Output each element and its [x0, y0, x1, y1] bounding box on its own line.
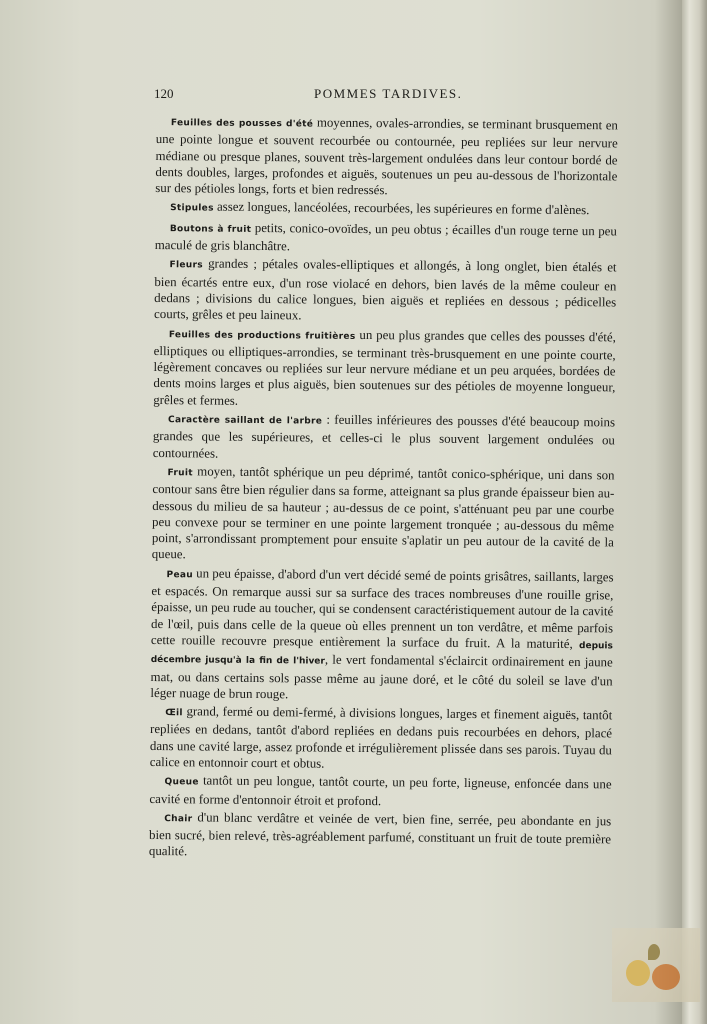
page-edge [682, 0, 707, 1024]
paragraph-feuilles-productions [153, 325, 616, 413]
term-heading: Feuilles des productions fruitières [168, 329, 356, 342]
term-heading: Peau [166, 569, 194, 581]
paragraph-feuilles-pousses [155, 113, 618, 201]
paragraph-text: d'un blanc verdâtre et veinée de vert, bien fine, serrée, peu abondante en jus bien sucré, bien relevé, très-agréablement parfumé, constituant un fruit de toute première qualité. [148, 810, 612, 859]
page-header [150, 86, 620, 106]
paragraph-text: : feuilles inférieures des pousses d'été beaucoup moins grandes que les supérieures, et celles-ci le plus souvent largement ondulées ou contournées. [152, 412, 616, 461]
term-heading: Œil [165, 708, 183, 719]
fruit-thumbnail-image [612, 928, 700, 1002]
apple-shape [652, 964, 680, 990]
leaf-shape [648, 944, 660, 960]
term-heading: Caractère saillant de l'arbre [168, 415, 323, 427]
paragraph-stipules [155, 198, 617, 221]
paragraph-text: assez longues, lancéolées, recourbées, les supérieures en forme d'alènes. [213, 200, 590, 218]
paragraph-text: grand, fermé ou demi-fermé, à divisions longues, larges et finement aiguës, tantôt repliées en dedans, tantôt d'abord repliées en dedans puis recourbées en dehors, placé dans une cavité large, assez profonde et irrégulièrement plissée dans ses parois. Tuyau du calice en entonnoir court et obtus. [149, 704, 613, 771]
paragraph-fruit [152, 463, 615, 567]
term-heading: Boutons à fruit [169, 223, 252, 235]
paragraph-text-after: , le vert fondamental s'éclaircit ordinairement en jaune mat, ou dans certains sols passe même au jaune doré, et le côté du soleil se lave d'un léger nuage de brun rouge. [150, 652, 613, 702]
term-heading: Stipules [170, 203, 214, 215]
paragraph-text: moyennes, ovales-arrondies, se terminant brusquement en une pointe longue et souvent recourbée ou contournée, peu repliées sur leur nervure médiane ou presque planes, souvent très-largement ondulées dans leur contour bordé de dents doubles, larges, profondes et aiguës, soutenues un peu au-dessous de l'horizontale sur des pétioles longs, forts et bien redressés. [155, 115, 618, 198]
paragraph-queue [149, 772, 611, 811]
paragraph-text: moyen, tantôt sphérique un peu déprimé, tantôt conico-sphérique, uni dans son contour sans être bien régulier dans sa forme, atteignant sa plus grande épaisseur bien au-dessous du milieu de sa hauteur ; au-dessus de ce point, s'atténuant peu par une courbe peu convexe pour se terminer en une pointe largement tronquée ; au-dessous du même point, s'arrondissant promptement pour ensuite s'aplatir un peu autour de la cavité de la queue. [151, 464, 615, 562]
term-heading: Fleurs [169, 260, 203, 271]
body-text [149, 113, 618, 866]
paragraph-caractere [153, 410, 615, 465]
paragraph-text: petits, conico-ovoïdes, un peu obtus ; écailles d'un rouge terne un peu maculé de gris blanchâtre. [154, 220, 617, 254]
paragraph-text: grandes ; pétales ovales-elliptiques et allongés, à long onglet, bien étalés et bien écartés entre eux, d'un rose violacé en dehors, bien lavés de la même couleur en dedans ; divisions du calice longues, bien aiguës et repliées en dessous ; pédicelles courts, grêles et peu laineux. [154, 256, 617, 323]
paragraph-chair [149, 809, 611, 864]
term-heading: Feuilles des pousses d'été [170, 118, 314, 130]
paragraph-text: un peu épaisse, d'abord d'un vert décidé semé de points grisâtres, saillants, larges et espacés. On remarque aussi sur sa surface des traces nombreuses d'une rouille grise, épaisse, un peu rude au toucher, qui se condensent caractéristiquement autour de la cavité de l'œil, puis dans celle de la queue où elles prennent un ton verdâtre, et même parfois cette rouille recouvre presque entièrement la surface du fruit. A la maturité, [150, 566, 614, 651]
running-title: POMMES TARDIVES. [314, 86, 463, 101]
term-heading: Queue [164, 777, 199, 788]
emphasized-phrase: depuis décembre jusqu'à la fin de l'hiver [150, 640, 613, 667]
paragraph-text: tantôt un peu longue, tantôt courte, un peu forte, ligneuse, enfoncée dans une cavité en forme d'entonnoir étroit et profond. [149, 773, 612, 808]
paragraph-fleurs [154, 255, 617, 327]
term-heading: Fruit [167, 468, 193, 479]
paragraph-boutons [155, 219, 617, 258]
term-heading: Chair [164, 813, 193, 825]
page-number: 120 [154, 86, 174, 101]
paragraph-peau [150, 565, 613, 706]
paragraph-oeil [150, 703, 613, 775]
apple-shape [626, 960, 650, 986]
paragraph-text: un peu plus grandes que celles des pousses d'été, elliptiques ou elliptiques-arrondies, se terminant très-brusquement en une pointe courte, légèrement concaves ou repliées sur leur nervure médiane et un peu arquées, bordées de dents moins larges et plus aiguës, bien soutenues sur des pétioles de moyenne longueur, grêles et fermes. [153, 327, 616, 408]
